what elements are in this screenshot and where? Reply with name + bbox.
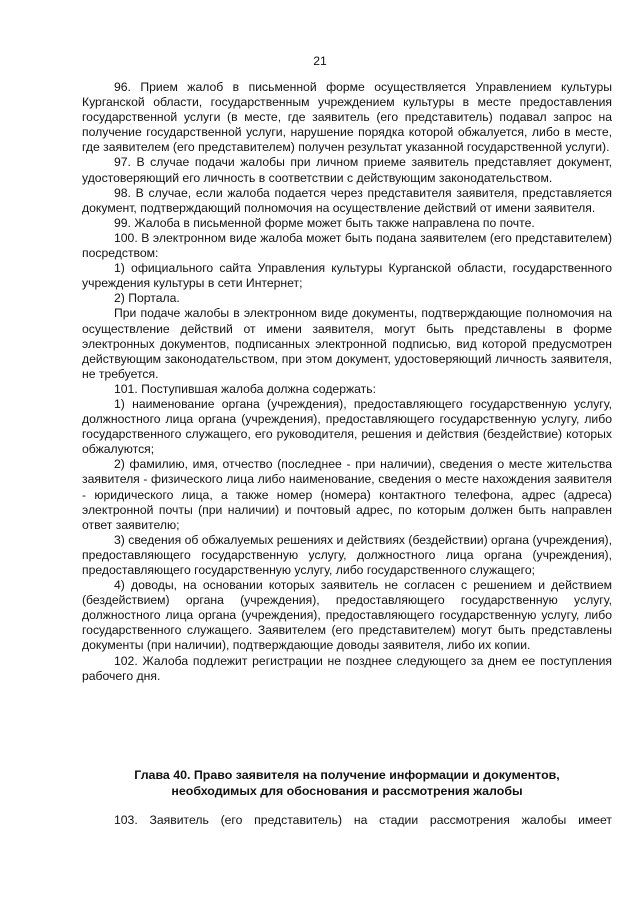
paragraph-102: 102. Жалоба подлежит регистрации не позднее следующего за днем ее поступления рабочего дня. bbox=[82, 653, 612, 683]
paragraph-100-item-1: 1) официального сайта Управления культуры Курганской области, государственного учреждения культуры в сети Интернет; bbox=[82, 261, 612, 291]
chapter-heading-line-2: необходимых для обоснования и рассмотрения жалобы bbox=[171, 784, 523, 798]
paragraph-101: 101. Поступившая жалоба должна содержать: bbox=[114, 381, 376, 396]
chapter-heading bbox=[82, 767, 612, 799]
chapter-heading-line-1: Глава 40. Право заявителя на получение информации и документов, bbox=[134, 768, 560, 782]
document-body-continued bbox=[82, 813, 612, 828]
paragraph-96: 96. Прием жалоб в письменной форме осуществляется Управлением культуры Курганской области, государственным учреждением культуры в месте предоставления государственной услуги (в месте, где заявитель (его представитель) подавал запрос на получение государственной услуги, нарушение порядка которой обжалуется, либо в месте, где заявителем (его представителем) получен результат указанной государственной услуги). bbox=[82, 80, 612, 155]
paragraph-101-item-3: 3) сведения об обжалуемых решениях и действиях (бездействии) органа (учреждения), предоставляющего государственную услугу, должностного лица органа (учреждения), предоставляющего государственную услугу, либо государственного служащего; bbox=[82, 532, 612, 577]
paragraph-100-note: При подаче жалобы в электронном виде документы, подтверждающие полномочия на осуществление действий от имени заявителя, могут быть представлены в форме электронных документов, подписанных электронной подписью, вид которой предусмотрен действующим законодательством, при этом документ, удостоверяющий личность заявителя, не требуется. bbox=[82, 306, 612, 381]
paragraph-100: 100. В электронном виде жалоба может быть подана заявителем (его представителем) посредством: bbox=[82, 230, 612, 261]
paragraph-101-item-2: 2) фамилию, имя, отчество (последнее - при наличии), сведения о месте жительства заявителя - физического лица либо наименование, сведения о месте нахождения заявителя - юридического лица, а также номер (номера) контактного телефона, адрес (адреса) электронной почты (при наличии) и почтовый адрес, по которым должен быть направлен ответ заявителю; bbox=[82, 457, 612, 532]
paragraph-99: 99. Жалоба в письменной форме может быть также направлена по почте. bbox=[114, 215, 535, 230]
document-body bbox=[82, 80, 612, 684]
paragraph-100-item-2: 2) Портала. bbox=[114, 291, 180, 306]
paragraph-98: 98. В случае, если жалоба подается через представителя заявителя, представляется документ, подтверждающий полномочия на осуществление действий от имени заявителя. bbox=[82, 185, 612, 215]
paragraph-101-item-4: 4) доводы, на основании которых заявитель не согласен с решением и действием (бездействием) органа (учреждения), предоставляющего государственную услугу, должностного лица органа (учреждения), предоставляющего государственную услугу, либо государственного служащего. Заявителем (его представителем) могут быть представлены документы (при наличии), подтверждающие доводы заявителя, либо их копии. bbox=[82, 578, 612, 653]
paragraph-101-item-1: 1) наименование органа (учреждения), предоставляющего государственную услугу, должностного лица органа (учреждения), предоставляющего государственную услугу, либо государственного служащего, его руководителя, решения и действия (бездействие) которых обжалуются; bbox=[82, 396, 612, 457]
paragraph-103: 103. Заявитель (его представитель) на стадии рассмотрения жалобы имеет bbox=[114, 813, 612, 827]
paragraph-97: 97. В случае подачи жалобы при личном приеме заявитель представляет документ, удостоверяющий его личность в соответствии с действующим законодательством. bbox=[82, 155, 612, 185]
page-number: 21 bbox=[313, 54, 327, 68]
